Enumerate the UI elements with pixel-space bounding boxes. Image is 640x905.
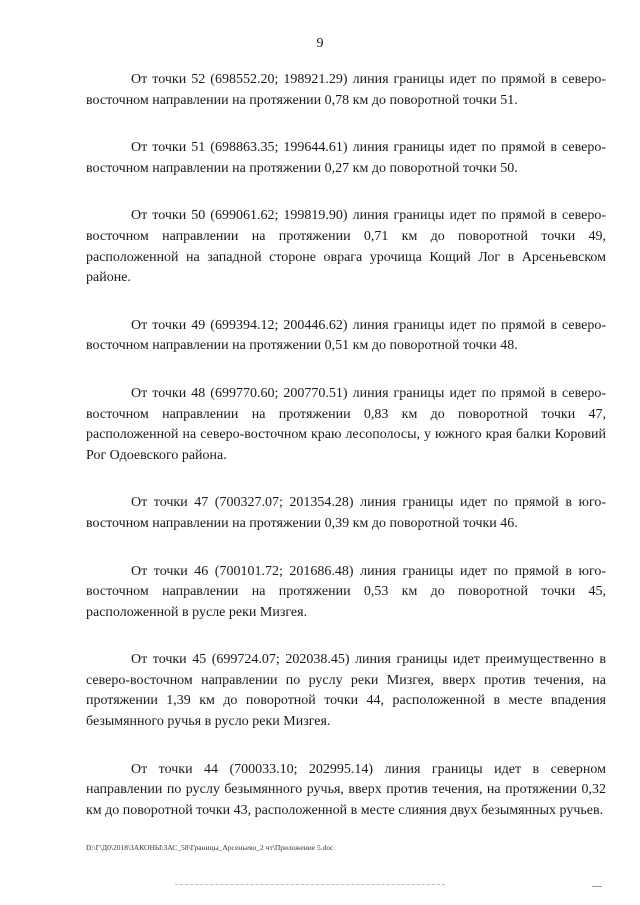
document-body [86, 70, 606, 848]
boundary-paragraph-49: От точки 49 (699394.12; 200446.62) линия границы идет по прямой в северо-восточном направлении на протяжении 0,51 км до поворотной точки 48. [86, 317, 606, 354]
scan-artifact-dash [592, 886, 602, 887]
boundary-paragraph-48: От точки 48 (699770.60; 200770.51) линия границы идет по прямой в северо-восточном направлении на протяжении 0,83 км до поворотной точки 47, расположенной на северо-восточном краю лесополосы, у южного края балки Коровий Рог Одоевского района. [86, 385, 606, 463]
boundary-paragraph-51: От точки 51 (698863.35; 199644.61) линия границы идет по прямой в северо-восточном направлении на протяжении 0,27 км до поворотной точки 50. [86, 140, 606, 176]
file-path-footer: D:\Г\Д0\2018\ЗАКОНЫ\ЗАС_58\Границы_Арсеньево_2 чт\Приложение 5.doc [86, 843, 334, 852]
boundary-paragraph-46: От точки 46 (700101.72; 201686.48) линия границы идет по прямой в юго-восточном направлении на протяжении 0,53 км до поворотной точки 45, расположенной в русле реки Мизгея. [86, 563, 606, 620]
boundary-paragraph-47: От точки 47 (700327.07; 201354.28) линия границы идет по прямой в юго-восточном направлении на протяжении 0,39 км до поворотной точки 46. [86, 495, 606, 531]
page-number: 9 [316, 36, 324, 51]
boundary-paragraph-52: От точки 52 (698552.20; 198921.29) линия границы идет по прямой в северо-восточном направлении на протяжении 0,78 км до поворотной точки 51. [86, 72, 606, 108]
boundary-paragraph-45: От точки 45 (699724.07; 202038.45) линия границы идет преимущественно в северо-восточном направлении по руслу реки Мизгея, вверх против течения, на протяжении 1,39 км до поворотной точки 44, расположенной в месте впадения безымянного ручья в русло реки Мизгея. [86, 652, 606, 730]
scan-artifact-line [175, 884, 445, 885]
boundary-paragraph-50: От точки 50 (699061.62; 199819.90) линия границы идет по прямой в северо-восточном направлении на протяжении 0,71 км до поворотной точки 49, расположенной на западной стороне оврага урочища Кощий Лог в Арсеньевском районе. [86, 208, 606, 286]
boundary-paragraph-44: От точки 44 (700033.10; 202995.14) линия границы идет в северном направлении по руслу безымянного ручья, вверх против течения, на протяжении 0,32 км до поворотной точки 43, расположенной в месте слияния двух безымянных ручьев. [86, 761, 606, 818]
